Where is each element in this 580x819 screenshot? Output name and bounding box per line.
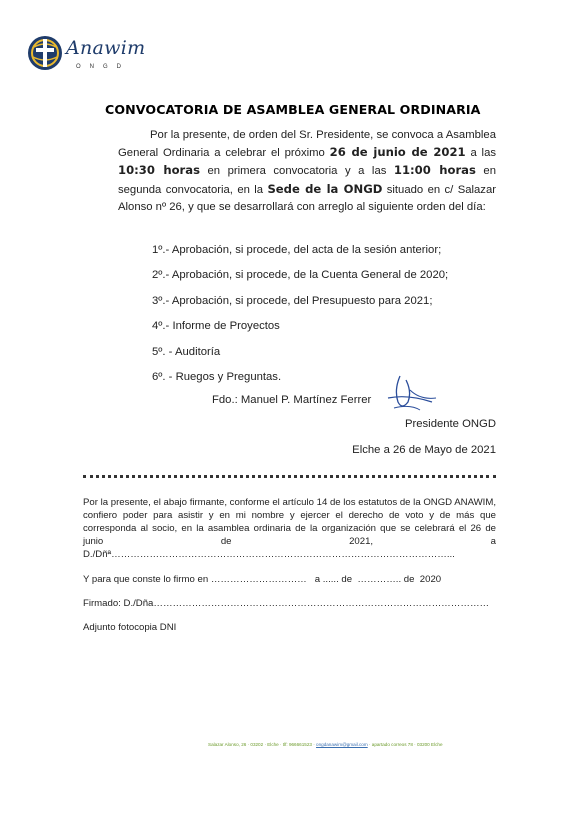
proxy-signed-place: Y para que conste lo firmo en ………………………… a ...... de ………….. de 2020	[83, 574, 442, 585]
agenda-item: 3º.- Aprobación, si procede, del Presupuesto para 2021;	[152, 294, 433, 307]
proxy-attachment-note: Adjunto fotocopia DNI	[83, 622, 177, 633]
anawim-logo	[26, 33, 148, 81]
agenda-item: 1º.- Aprobación, si procede, del acta de la sesión anterior;	[152, 244, 442, 256]
agenda-item: 2º.- Aprobación, si procede, de la Cuenta General de 2020;	[152, 269, 449, 282]
globe-cross-icon	[26, 33, 66, 73]
place-date: Elche a 26 de Mayo de 2021	[352, 444, 496, 456]
logo-wordmark: Anawim	[66, 37, 146, 59]
intro-text: a las	[465, 147, 496, 160]
meeting-venue: Sede de la ONGD	[267, 181, 383, 196]
proxy-paragraph: Por la presente, el abajo firmante, conforme el artículo 14 de los estatutos de la ONGD ANAWIM, confiero poder para asistir y en mi nombre y ejercer el derecho de voto y de más que corresponda al socio, en la asamblea ordinaria de la organización que se celebrará el 26 de junio de 2021, a D./Dñª……………………………………………………………………………………………...	[83, 497, 496, 560]
agenda-item: 5º. - Auditoría	[152, 345, 221, 358]
logo-subtitle: ONGD	[76, 64, 130, 70]
intro-text: situado en c/ Salazar Alonso nº 26, y que se desarrollará con arreglo al siguiente orden del día:	[118, 183, 496, 213]
intro-paragraph	[118, 127, 496, 216]
intro-text: en primera convocatoria y a las	[199, 165, 394, 178]
footer-address-rest: · apartado correos 78 · 03200 Elche	[367, 742, 443, 747]
intro-text: Por la presente, de orden del Sr. Presidente, se convoca a Asamblea General Ordinaria a celebrar el próximo	[118, 129, 496, 160]
signed-by: Fdo.: Manuel P. Martínez Ferrer	[212, 394, 372, 406]
intro-text: en segunda convocatoria, en la	[118, 165, 496, 196]
second-call-time: 11:00 horas	[393, 163, 476, 178]
first-call-time: 10:30 horas	[118, 163, 200, 178]
document-title: CONVOCATORIA DE ASAMBLEA GENERAL ORDINARIA	[105, 102, 481, 117]
footer-address-text: Salazar Alonso, 26 · 03202 · Elche · tlf: 966661523 ·	[208, 742, 317, 747]
agenda-item: 6º. - Ruegos y Preguntas.	[152, 370, 282, 383]
signer-role: Presidente ONGD	[404, 418, 496, 430]
footer-address	[208, 742, 443, 747]
handwritten-signature	[380, 372, 440, 414]
meeting-date: 26 de junio de 2021	[329, 145, 466, 160]
footer-email-link[interactable]: ongdanawim@gmail.com	[316, 742, 368, 747]
dotted-separator	[83, 475, 496, 481]
proxy-signed-name: Firmado: D./Dña……………………………………………………………………………………………	[83, 598, 490, 609]
agenda-item: 4º.- Informe de Proyectos	[152, 320, 280, 333]
